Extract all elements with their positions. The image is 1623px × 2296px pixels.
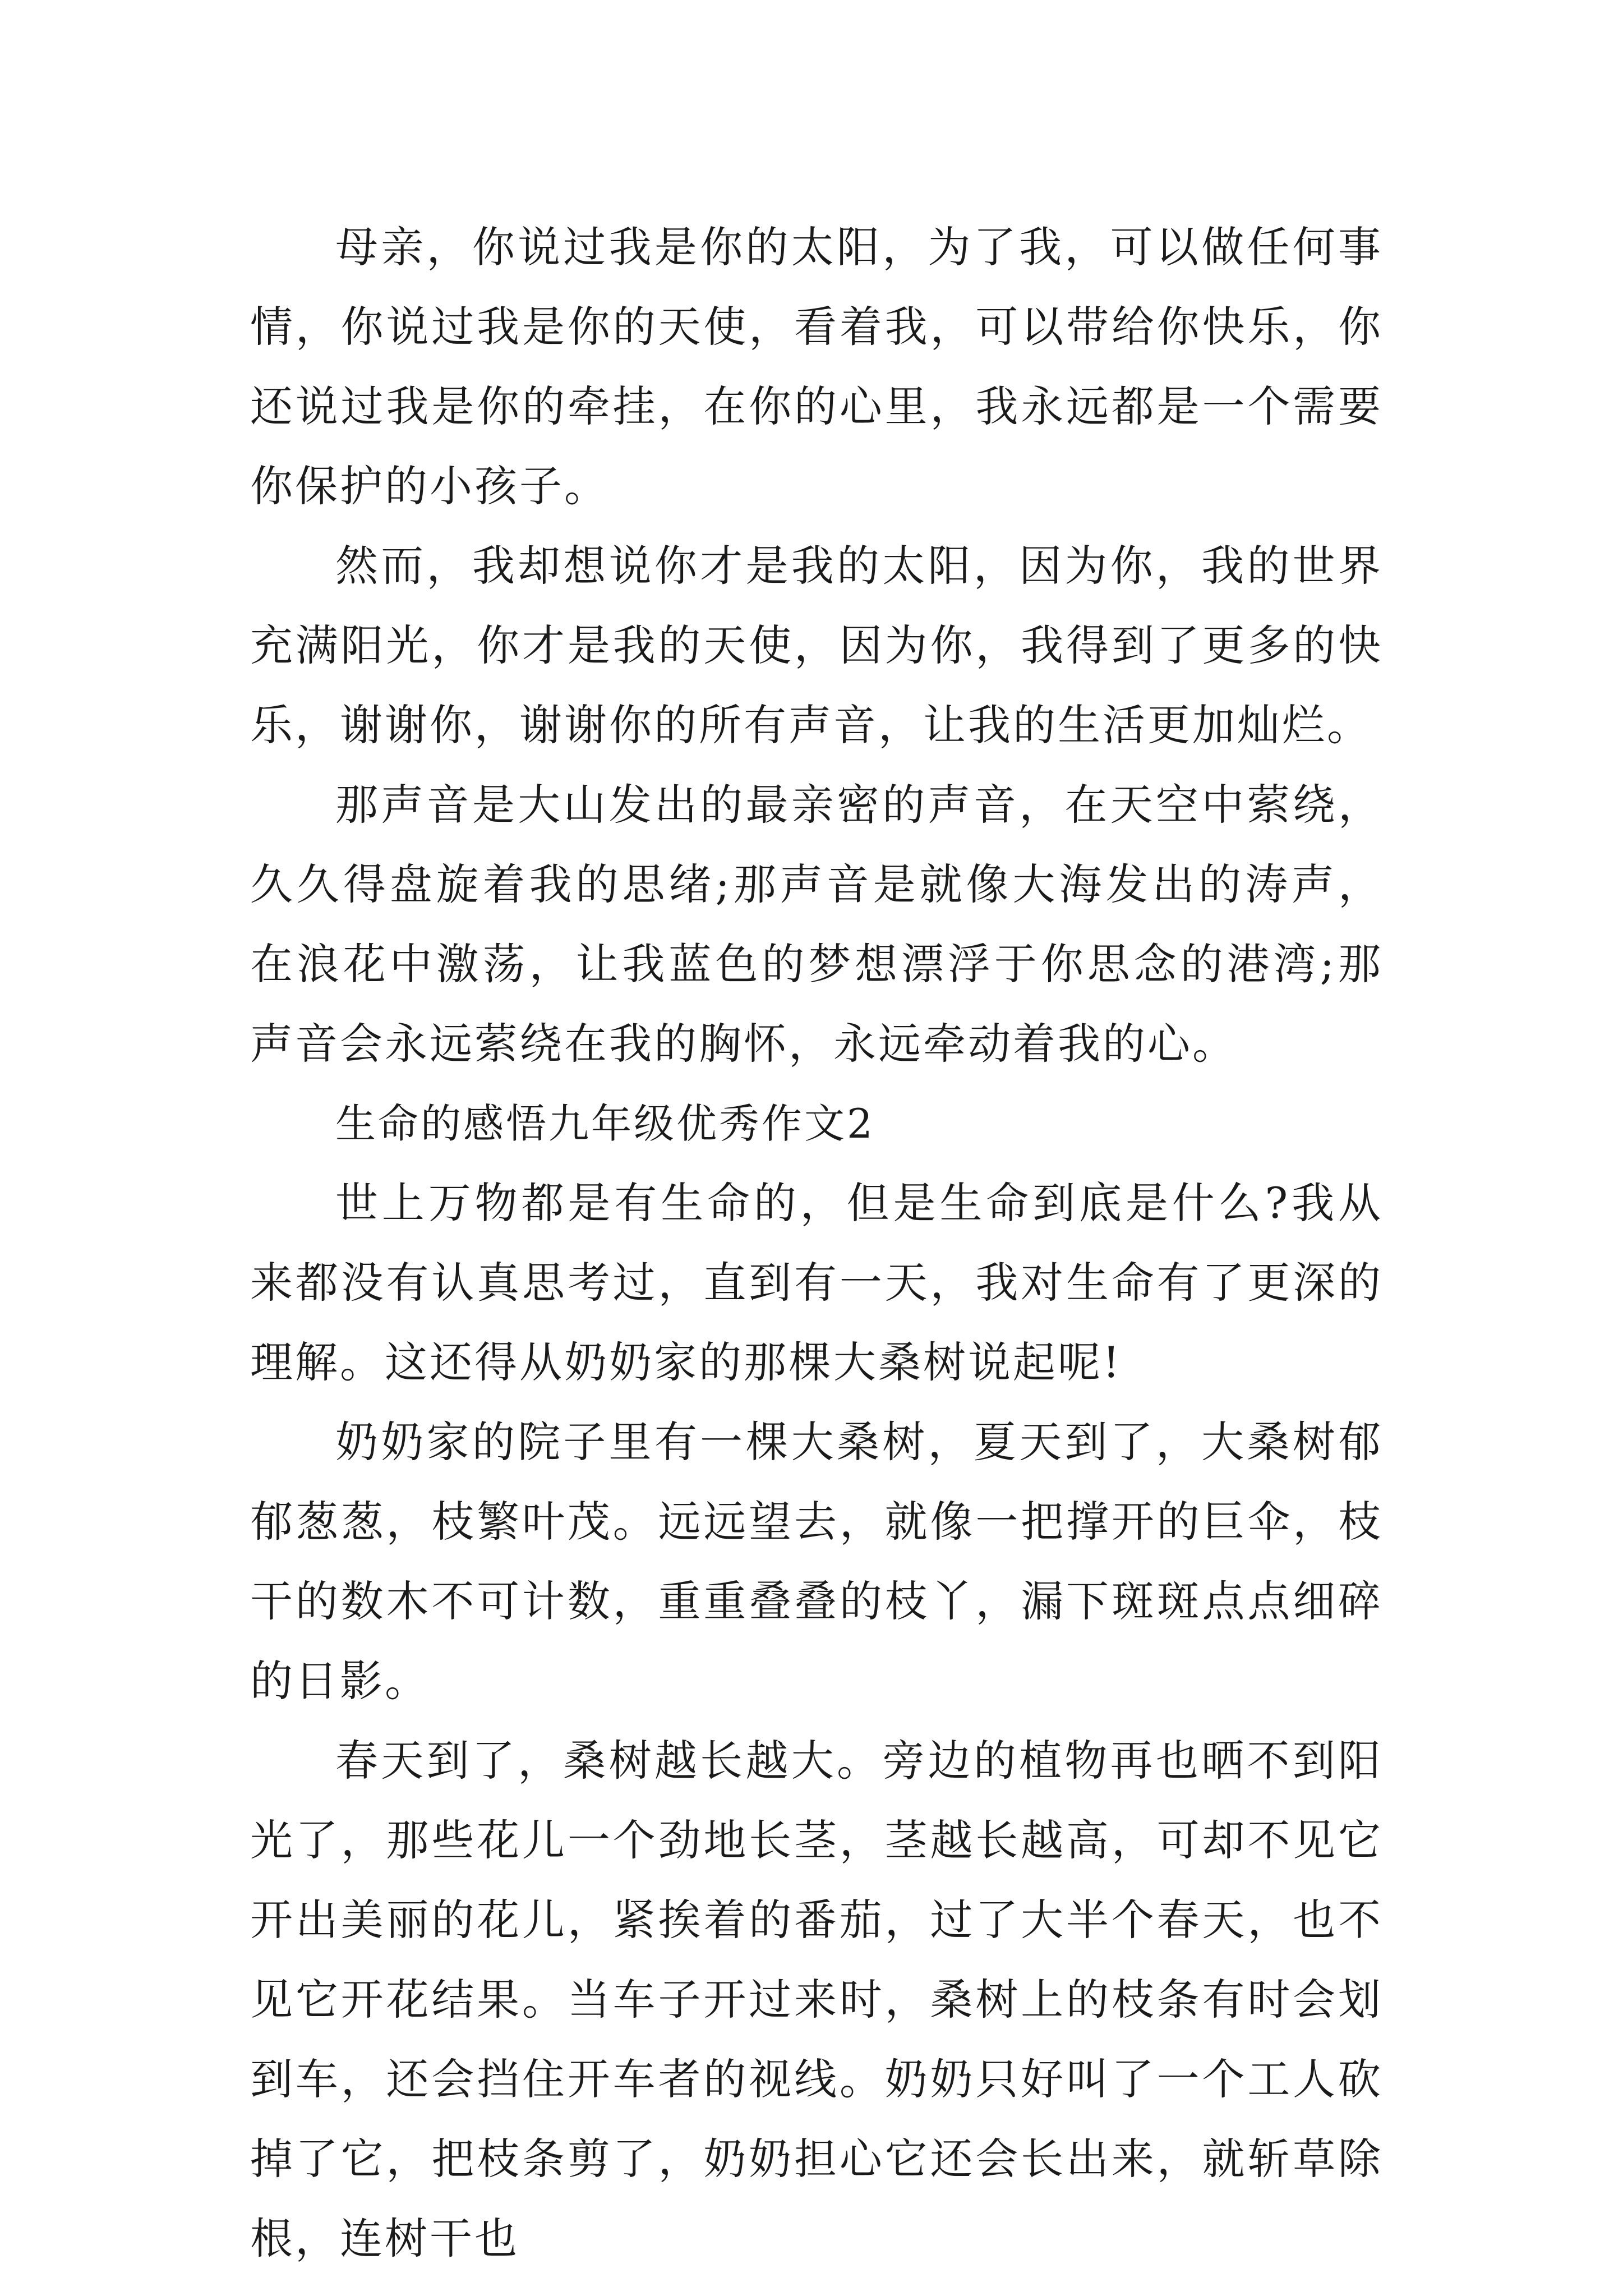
paragraph-3: 那声音是大山发出的最亲密的声音，在天空中萦绕，久久得盘旋着我的思绪;那声音是就像大海发出的涛声，在浪花中激荡，让我蓝色的梦想漂浮于你思念的港湾;那声音会永远萦绕在我的胸怀，永远牵动着我的心。 [250,780,1383,1069]
section-paragraph-1: 世上万物都是有生命的，但是生命到底是什么?我从来都没有认真思考过，直到有一天，我对生命有了更深的理解。这还得从奶奶家的那棵大桑树说起呢! [250,1178,1383,1387]
section-title: 生命的感悟九年级优秀作文2 [335,1100,875,1147]
paragraph-2: 然而，我却想说你才是我的太阳，因为你，我的世界充满阳光，你才是我的天使，因为你，我得到了更多的快乐，谢谢你，谢谢你的所有声音，让我的生活更加灿烂。 [250,541,1383,750]
paragraph-1: 母亲，你说过我是你的太阳，为了我，可以做任何事情，你说过我是你的天使，看着我，可以带给你快乐，你还说过我是你的牵挂，在你的心里，我永远都是一个需要你保护的小孩子。 [250,222,1383,511]
section-paragraph-2: 奶奶家的院子里有一棵大桑树，夏天到了，大桑树郁郁葱葱，枝繁叶茂。远远望去，就像一把撑开的巨伞，枝干的数木不可计数，重重叠叠的枝丫，漏下斑斑点点细碎的日影。 [250,1417,1383,1706]
section-paragraph-3: 春天到了，桑树越长越大。旁边的植物再也晒不到阳光了，那些花儿一个劲地长茎，茎越长越高，可却不见它开出美丽的花儿，紧挨着的番茄，过了大半个春天，也不见它开花结果。当车子开过来时，桑树上的枝条有时会划到车，还会挡住开车者的视线。奶奶只好叫了一个工人砍掉了它，把枝条剪了，奶奶担心它还会长出来，就斩草除根，连树干也 [250,1736,1383,2263]
document-body [250,208,1383,2279]
